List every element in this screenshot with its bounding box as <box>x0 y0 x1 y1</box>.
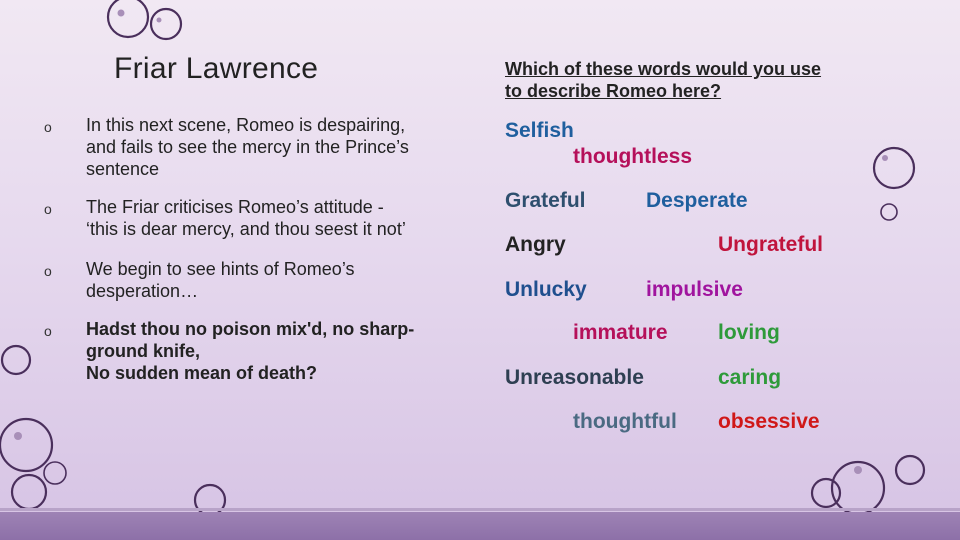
word-ungrateful: Ungrateful <box>718 233 823 256</box>
word-obsessive: obsessive <box>718 410 820 433</box>
bullet-marker: o <box>44 263 52 279</box>
bullet-text: The Friar criticises Romeo’s attitude - ‘this is dear mercy, and thou seest it not’ <box>86 197 406 239</box>
bubble-decoration <box>44 462 66 484</box>
bubble-decoration <box>812 479 840 507</box>
dot-decoration <box>882 155 888 161</box>
bubble-decoration <box>2 346 30 374</box>
bubble-decoration <box>108 0 148 37</box>
bullet-text: We begin to see hints of Romeo’s desperation… <box>86 259 355 301</box>
question-heading: Which of these words would you use to describe Romeo here? <box>505 59 822 101</box>
word-immature: immature <box>573 321 668 344</box>
word-angry: Angry <box>505 233 566 256</box>
word-caring: caring <box>718 366 782 389</box>
bubble-decoration <box>12 475 46 509</box>
word-desperate: Desperate <box>646 189 748 212</box>
bullet-marker: o <box>44 323 52 339</box>
bullet-text: Hadst thou no poison mix'd, no sharp- ground knife, No sudden mean of death? <box>86 319 415 383</box>
bullet-marker: o <box>44 119 52 135</box>
word-grateful: Grateful <box>505 189 586 212</box>
word-unlucky: Unlucky <box>505 278 587 301</box>
bubble-decoration <box>874 148 914 188</box>
bubble-decoration <box>881 204 897 220</box>
bottom-divider-line <box>0 508 960 511</box>
dot-decoration <box>118 10 125 17</box>
dot-decoration <box>854 466 862 474</box>
word-thoughtless: thoughtless <box>573 145 692 168</box>
dot-decoration <box>157 18 162 23</box>
word-unreasonable: Unreasonable <box>505 366 644 389</box>
bottom-band <box>0 512 960 540</box>
slide-title: Friar Lawrence <box>114 52 319 85</box>
word-impulsive: impulsive <box>646 278 743 301</box>
dot-decoration <box>14 432 22 440</box>
bullet-marker: o <box>44 201 52 217</box>
bubble-decoration <box>896 456 924 484</box>
bullet-text: In this next scene, Romeo is despairing, and fails to see the mercy in the Prince’s sentence <box>86 115 409 179</box>
bubble-decoration <box>151 9 181 39</box>
word-loving: loving <box>718 321 780 344</box>
word-thoughtful: thoughtful <box>573 410 677 433</box>
word-selfish: Selfish <box>505 119 574 142</box>
bubble-decoration <box>0 419 52 471</box>
